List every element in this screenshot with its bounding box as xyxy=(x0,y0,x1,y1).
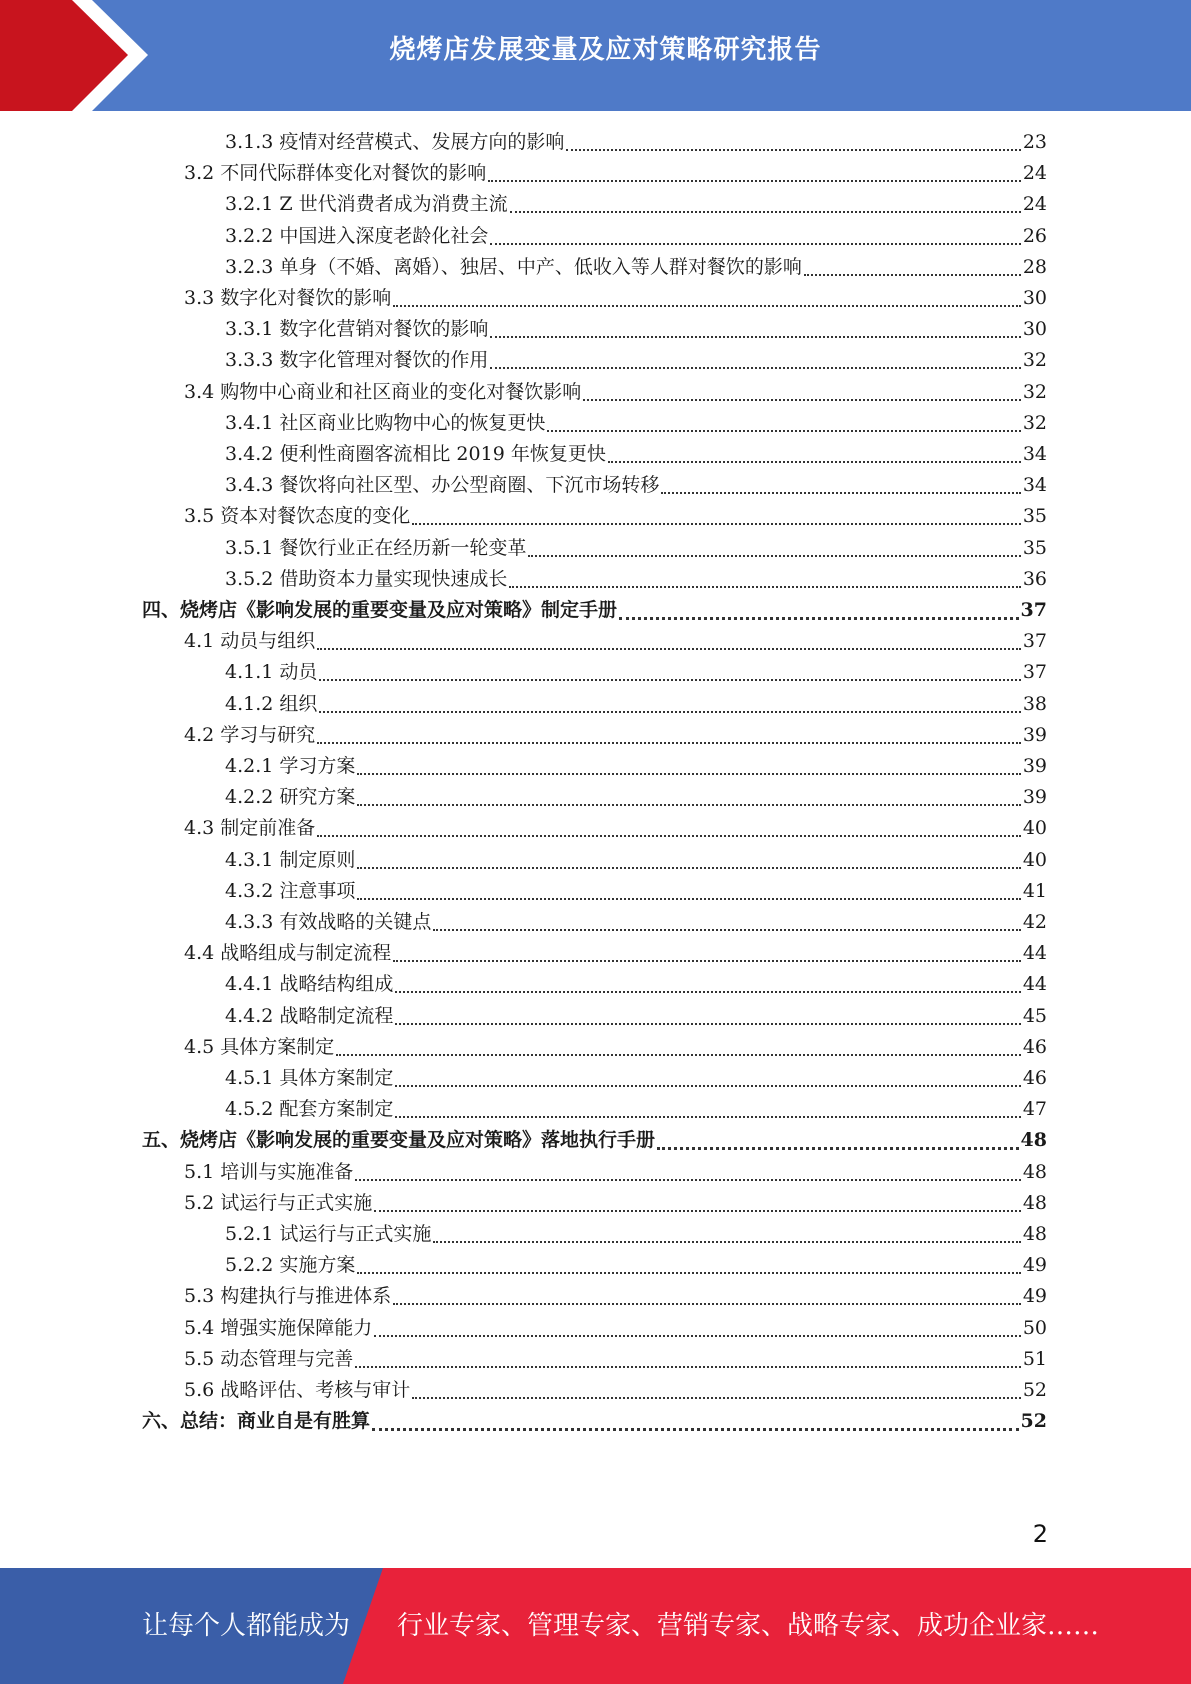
toc-entry-label: 四、烧烤店《影响发展的重要变量及应对策略》制定手册 xyxy=(142,599,618,621)
toc-entry-page: 32 xyxy=(1022,380,1047,403)
toc-dot-leader xyxy=(393,1272,1021,1305)
toc-dot-leader xyxy=(357,773,1020,806)
toc-dot-leader xyxy=(657,1116,1019,1150)
toc-entry-page: 52 xyxy=(1020,1410,1047,1433)
toc-entry-label: 4.3.2 注意事项 xyxy=(225,879,356,902)
toc-dot-leader xyxy=(528,524,1020,557)
toc-dot-leader xyxy=(547,399,1020,432)
toc-dot-leader xyxy=(395,1054,1020,1087)
toc-entry-label: 4.1 动员与组织 xyxy=(184,630,316,653)
toc-entry-label: 3.2.2 中国进入深度老龄化社会 xyxy=(225,224,489,247)
toc-entry-label: 5.6 战略评估、考核与审计 xyxy=(184,1379,411,1401)
toc-dot-leader xyxy=(433,898,1020,931)
toc-entry-page: 24 xyxy=(1022,193,1047,216)
toc-dot-leader xyxy=(336,1023,1021,1056)
toc-entry-page: 30 xyxy=(1022,318,1047,341)
toc-entry-page: 23 xyxy=(1022,131,1047,153)
toc-dot-leader xyxy=(357,1241,1020,1274)
toc-entry-label: 5.2.1 试运行与正式实施 xyxy=(225,1223,432,1245)
toc-entry-label: 3.4 购物中心商业和社区商业的变化对餐饮影响 xyxy=(184,380,582,403)
toc-entry-label: 4.3.1 制定原则 xyxy=(225,848,356,871)
toc-dot-leader xyxy=(510,180,1021,213)
toc-dot-leader xyxy=(490,212,1020,245)
toc-dot-leader xyxy=(357,742,1020,775)
toc-dot-leader xyxy=(619,586,1019,620)
toc-entry-label: 4.4 战略组成与制定流程 xyxy=(184,942,392,965)
toc-entry-page: 28 xyxy=(1022,255,1047,278)
toc-entry-label: 3.4.1 社区商业比购物中心的恢复更快 xyxy=(225,411,546,434)
toc-entry-label: 4.3 制定前准备 xyxy=(184,817,316,840)
toc-dot-leader xyxy=(374,1304,1021,1337)
toc-dot-leader xyxy=(357,867,1020,900)
toc-entry-label: 5.1 培训与实施准备 xyxy=(184,1160,354,1183)
toc-entry-label: 5.3 构建执行与推进体系 xyxy=(184,1285,392,1308)
toc-dot-leader xyxy=(433,1210,1020,1243)
toc-dot-leader xyxy=(412,492,1021,525)
toc-entry-label: 3.4.3 餐饮将向社区型、办公型商圈、下沉市场转移 xyxy=(225,474,660,497)
toc-dot-leader xyxy=(490,336,1020,369)
toc-entry-label: 3.3.1 数字化营销对餐饮的影响 xyxy=(225,318,489,341)
toc-dot-leader xyxy=(608,430,1021,463)
toc-entry-label: 六、总结：商业自是有胜算 xyxy=(142,1410,371,1433)
toc-entry-label: 5.2 试运行与正式实施 xyxy=(184,1191,373,1214)
toc-dot-leader xyxy=(319,680,1020,713)
toc-entry-label: 3.2 不同代际群体变化对餐饮的影响 xyxy=(184,162,487,185)
toc-dot-leader xyxy=(317,804,1021,837)
toc-entry-label: 5.5 动态管理与完善 xyxy=(184,1347,354,1370)
toc-entry-label: 3.5.2 借助资本力量实现快速成长 xyxy=(225,567,508,590)
toc-entry-label: 4.2 学习与研究 xyxy=(184,723,316,746)
toc-entry-page: 46 xyxy=(1022,1035,1047,1058)
toc-entry-page: 49 xyxy=(1022,1254,1047,1277)
toc-entry-label: 4.1.2 组织 xyxy=(225,692,318,715)
toc-entry-label: 4.1.1 动员 xyxy=(225,661,318,684)
toc-dot-leader xyxy=(393,929,1021,962)
toc-entry-page: 32 xyxy=(1022,411,1047,434)
toc-dot-leader xyxy=(804,243,1021,276)
toc-entry-page: 40 xyxy=(1022,817,1047,840)
toc-entry-page: 45 xyxy=(1022,1004,1047,1027)
toc-entry-page: 36 xyxy=(1022,567,1047,590)
toc-entry-page: 41 xyxy=(1022,879,1047,902)
toc-entry-page: 48 xyxy=(1022,1160,1047,1183)
toc-entry-page: 30 xyxy=(1022,287,1047,309)
toc-entry-page: 24 xyxy=(1022,162,1047,185)
toc-entry-page: 39 xyxy=(1022,786,1047,809)
toc-dot-leader xyxy=(412,1366,1021,1399)
toc-entry-label: 4.5.2 配套方案制定 xyxy=(225,1098,394,1121)
toc-dot-leader xyxy=(566,118,1020,151)
footer-roles: 行业专家、管理专家、营销专家、战略专家、成功企业家…… xyxy=(397,1611,1100,1641)
toc-entry-page: 44 xyxy=(1022,973,1047,996)
toc-dot-leader xyxy=(661,461,1020,494)
toc-entry-label: 5.2.2 实施方案 xyxy=(225,1254,356,1277)
toc-dot-leader xyxy=(509,555,1020,588)
toc-entry-page: 35 xyxy=(1022,536,1047,559)
toc-dot-leader xyxy=(395,992,1020,1025)
page-number: 2 xyxy=(1032,1520,1048,1548)
toc-entry-page: 40 xyxy=(1022,848,1047,871)
toc-entry-label: 3.5.1 餐饮行业正在经历新一轮变革 xyxy=(225,536,527,559)
toc-entry-label: 3.2.1 Z 世代消费者成为消费主流 xyxy=(225,193,508,216)
toc-dot-leader xyxy=(317,617,1021,650)
toc-entry-label: 4.4.2 战略制定流程 xyxy=(225,1004,394,1027)
toc-entry-label: 3.5 资本对餐饮态度的变化 xyxy=(184,505,411,528)
toc-entry-label: 5.4 增强实施保障能力 xyxy=(184,1316,373,1339)
footer-slogan: 让每个人都能成为 xyxy=(142,1611,351,1641)
toc-entry-label: 4.2.1 学习方案 xyxy=(225,755,356,777)
toc-entry-page: 46 xyxy=(1022,1067,1047,1089)
toc-dot-leader xyxy=(355,1335,1021,1368)
document-title: 烧烤店发展变量及应对策略研究报告 xyxy=(389,35,822,65)
toc-dot-leader xyxy=(372,1397,1019,1431)
toc-entry-page: 48 xyxy=(1022,1191,1047,1214)
toc-dot-leader xyxy=(319,648,1020,681)
toc-entry-page: 48 xyxy=(1022,1223,1047,1245)
toc-entry-label: 3.1.3 疫情对经营模式、发展方向的影响 xyxy=(225,131,565,153)
toc-entry-label: 4.2.2 研究方案 xyxy=(225,786,356,809)
toc-dot-leader xyxy=(317,711,1021,744)
toc-dot-leader xyxy=(374,1179,1021,1212)
toc-entry-page: 35 xyxy=(1022,505,1047,528)
toc-entry-page: 39 xyxy=(1022,723,1047,746)
toc-entry-page: 39 xyxy=(1022,755,1047,777)
toc-dot-leader xyxy=(583,368,1021,401)
page-footer xyxy=(0,1568,1191,1684)
toc-entry-page: 52 xyxy=(1022,1379,1047,1401)
toc-entry-page: 32 xyxy=(1022,349,1047,372)
toc-entry-page: 51 xyxy=(1022,1347,1047,1370)
toc-entry-label: 4.5.1 具体方案制定 xyxy=(225,1067,394,1089)
toc-entry-page: 37 xyxy=(1020,599,1047,621)
toc-entry-page: 38 xyxy=(1022,692,1047,715)
toc-entry-label: 3.3.3 数字化管理对餐饮的作用 xyxy=(225,349,489,372)
toc-dot-leader xyxy=(393,274,1021,307)
toc-entry-page: 47 xyxy=(1022,1098,1047,1121)
toc-entry-label: 3.3 数字化对餐饮的影响 xyxy=(184,287,392,309)
toc-entry-page: 49 xyxy=(1022,1285,1047,1308)
toc-entry-page: 44 xyxy=(1022,942,1047,965)
toc-entry-page: 34 xyxy=(1022,474,1047,497)
toc-entry-label: 五、烧烤店《影响发展的重要变量及应对策略》落地执行手册 xyxy=(142,1129,656,1152)
toc-dot-leader xyxy=(355,1148,1021,1181)
toc-entry-label: 4.4.1 战略结构组成 xyxy=(225,973,394,996)
toc-entry-label: 3.2.3 单身（不婚、离婚）、独居、中产、低收入等人群对餐饮的影响 xyxy=(225,255,802,278)
toc-entry-page: 34 xyxy=(1022,443,1047,465)
toc-entry-label: 3.4.2 便利性商圈客流相比 2019 年恢复更快 xyxy=(225,443,606,465)
toc-dot-leader xyxy=(395,1085,1020,1118)
toc-entry-page: 50 xyxy=(1022,1316,1047,1339)
toc-entry-page: 48 xyxy=(1020,1129,1047,1152)
toc-entry-page: 37 xyxy=(1022,661,1047,684)
toc-entry-page: 26 xyxy=(1022,224,1047,247)
toc-entry-page: 37 xyxy=(1022,630,1047,653)
toc-dot-leader xyxy=(395,960,1020,993)
toc-dot-leader xyxy=(357,836,1020,869)
toc-entry-label: 4.5 具体方案制定 xyxy=(184,1035,335,1058)
toc-entry[interactable] xyxy=(142,1406,1047,1437)
page-header xyxy=(0,0,1191,111)
toc-entry-page: 42 xyxy=(1022,911,1047,933)
toc-dot-leader xyxy=(488,149,1021,182)
toc-entry-label: 4.3.3 有效战略的关键点 xyxy=(225,911,432,933)
toc-dot-leader xyxy=(490,305,1020,338)
